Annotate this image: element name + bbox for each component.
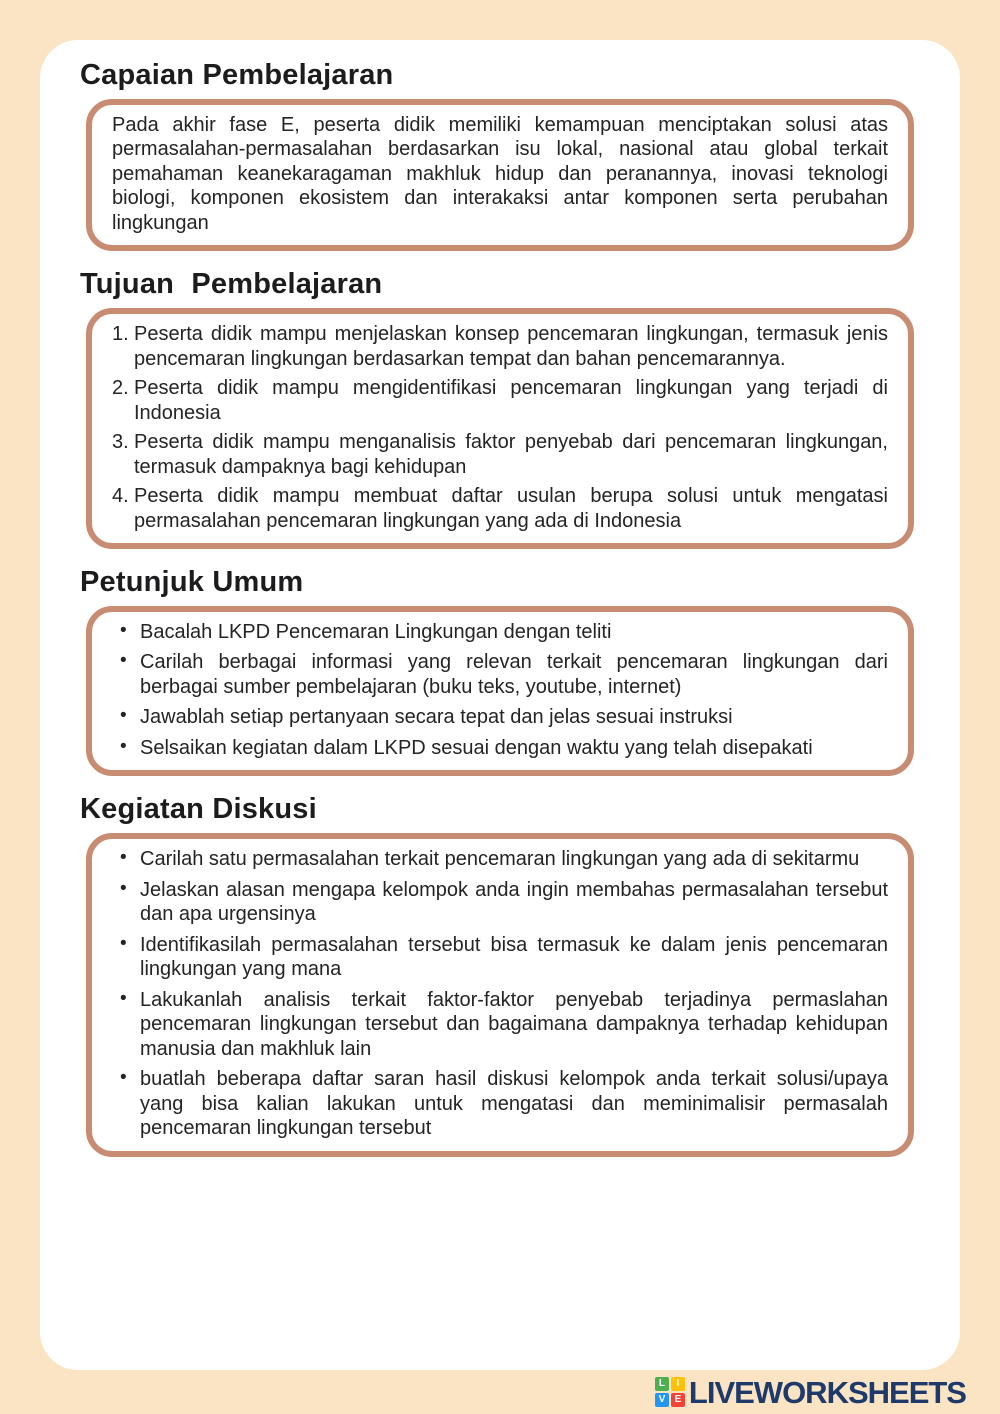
bullet-icon: •: [120, 1067, 127, 1089]
bullet-icon: •: [120, 650, 127, 672]
list-item: [112, 376, 888, 425]
list-item: [112, 933, 888, 982]
list-item: [112, 878, 888, 927]
list-item: [112, 705, 888, 730]
section-kegiatan-diskusi: [80, 792, 914, 1156]
number-label: 3.: [112, 431, 129, 454]
worksheet-card: [40, 40, 960, 1370]
list-item-text: Identifikasilah permasalahan tersebut bisa termasuk ke dalam jenis pencemaran lingkungan yang mana: [140, 933, 888, 981]
number-label: 1.: [112, 323, 129, 346]
tujuan-box: [86, 308, 914, 549]
list-item: [112, 650, 888, 699]
list-item: [112, 736, 888, 761]
capaian-box: [86, 99, 914, 252]
list-item-text: buatlah beberapa daftar saran hasil diskusi kelompok anda terkait solusi/upaya yang bisa kalian lakukan untuk mengatasi dan meminimalisir permasalah pencemaran lingkungan tersebut: [140, 1068, 888, 1140]
capaian-paragraph: Pada akhir fase E, peserta didik memiliki kemampuan menciptakan solusi atas permasalahan-permasalahan berdasarkan isu lokal, nasional atau global terkait pemahaman keanekaragaman makhluk hidup dan peranannya, inovasi teknologi biologi, komponen ekosistem dan interakaksi antar komponen serta perubahan lingkungan: [112, 113, 888, 234]
section-tujuan-pembelajaran: [80, 267, 914, 549]
list-item: [112, 484, 888, 533]
list-item: [112, 847, 888, 872]
list-item: [112, 430, 888, 479]
number-label: 2.: [112, 377, 129, 400]
logo-tile-v: V: [655, 1393, 669, 1407]
list-item-text: Lakukanlah analisis terkait faktor-faktor penyebab terjadinya permaslahan pencemaran lingkungan tersebut dan bagaimana dampaknya terhadap kehidupan manusia dan makhluk lain: [140, 988, 888, 1060]
list-item-text: Peserta didik mampu menganalisis faktor penyebab dari pencemaran lingkungan, termasuk dampaknya bagi kehidupan: [134, 431, 888, 478]
list-item-text: Carilah berbagai informasi yang relevan terkait pencemaran lingkungan dari berbagai sumber pembelajaran (buku teks, youtube, internet): [140, 651, 888, 698]
liveworksheets-logo[interactable]: [655, 1372, 966, 1412]
list-item: [112, 988, 888, 1062]
petunjuk-box: [86, 606, 914, 777]
bullet-icon: •: [120, 877, 127, 899]
logo-tile-i: I: [671, 1377, 685, 1391]
list-item: [112, 322, 888, 371]
list-item-text: Peserta didik mampu mengidentifikasi pencemaran lingkungan yang terjadi di Indonesia: [134, 377, 888, 424]
list-item-text: Selsaikan kegiatan dalam LKPD sesuai dengan waktu yang telah disepakati: [140, 736, 813, 759]
liveworksheets-wordmark: LIVEWORKSHEETS: [688, 1374, 966, 1410]
number-label: 4.: [112, 485, 129, 508]
list-item-text: Peserta didik mampu membuat daftar usulan berupa solusi untuk mengatasi permasalahan pencemaran lingkungan yang ada di Indonesia: [134, 485, 888, 532]
list-item-text: Carilah satu permasalahan terkait pencemaran lingkungan yang ada di sekitarmu: [140, 848, 860, 871]
bullet-icon: •: [120, 847, 127, 869]
bullet-icon: •: [120, 987, 127, 1009]
tujuan-heading: Tujuan Pembelajaran: [80, 268, 383, 301]
logo-tile-l: L: [655, 1377, 669, 1391]
liveworksheets-tiles-icon: [655, 1377, 685, 1407]
bullet-icon: •: [120, 705, 127, 727]
capaian-heading: Capaian Pembelajaran: [80, 59, 394, 91]
list-item: [112, 1067, 888, 1141]
list-item-text: Peserta didik mampu menjelaskan konsep pencemaran lingkungan, termasuk jenis pencemaran lingkungan berdasarkan tempat dan bahan pencemarannya.: [134, 323, 888, 370]
list-item-text: Bacalah LKPD Pencemaran Lingkungan dengan teliti: [140, 620, 612, 643]
logo-tile-e: E: [671, 1393, 685, 1407]
section-petunjuk-umum: [80, 565, 914, 776]
list-item: [112, 620, 888, 645]
petunjuk-heading: Petunjuk Umum: [80, 566, 304, 599]
section-capaian-pembelajaran: [80, 58, 914, 251]
bullet-icon: •: [120, 932, 127, 954]
list-item-text: Jelaskan alasan mengapa kelompok anda ingin membahas permasalahan tersebut dan apa urgensinya: [140, 878, 888, 926]
bullet-icon: •: [120, 619, 127, 641]
kegiatan-heading: Kegiatan Diskusi: [80, 793, 317, 826]
list-item-text: Jawablah setiap pertanyaan secara tepat dan jelas sesuai instruksi: [140, 706, 733, 729]
bullet-icon: •: [120, 735, 127, 757]
kegiatan-box: [86, 833, 914, 1157]
